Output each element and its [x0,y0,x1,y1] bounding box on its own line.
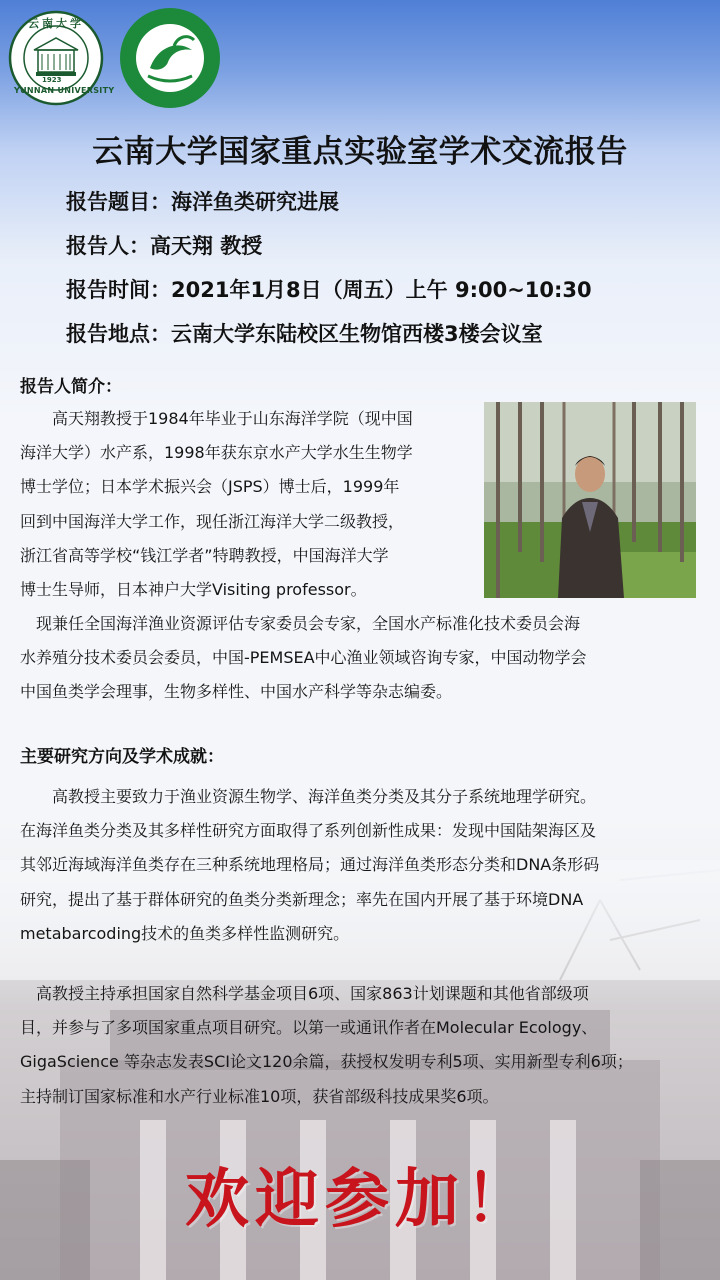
research-p2-line: 主持制订国家标准和水产行业标准10项，获省部级科技成果奖6项。 [20,1086,499,1106]
report-time: 报告时间：2021年1月8日（周五）上午 9:00~10:30 [66,278,592,302]
speaker-photo [484,402,696,598]
yunnan-logo-bottom-text: YUNNAN UNIVERSITY [14,86,115,95]
bio-line: 回到中国海洋大学工作，现任浙江海洋大学二级教授， [20,511,405,531]
bio-line: 高天翔教授于1984年毕业于山东海洋学院（现中国 [20,409,413,428]
research-p2-line: GigaScience 等杂志发表SCI论文120余篇，获授权发明专利5项、实用新型专利6项； [20,1052,633,1072]
page-title: 云南大学国家重点实验室学术交流报告 [92,134,628,170]
research-p1-line: 高教授主要致力于渔业资源生物学、海洋鱼类分类及其分子系统地理学研究。 [20,787,597,806]
research-p2-line: 高教授主持承担国家自然科学基金项目6项、国家863计划课题和其他省部级项 [20,984,589,1003]
report-topic: 报告题目：海洋鱼类研究进展 [66,190,339,214]
research-p1-line: metabarcoding技术的鱼类多样性监测研究。 [20,923,350,943]
report-speaker: 报告人：高天翔 教授 [66,234,263,258]
bio-line: 博士学位；日本学术振兴会（JSPS）博士后，1999年 [20,477,400,497]
yunnan-logo-year: 1923 [42,76,62,84]
report-place: 报告地点：云南大学东陆校区生物馆西楼3楼会议室 [66,322,543,346]
bio-line: 海洋大学）水产系，1998年获东京水产大学水生生物学 [20,443,413,463]
research-p1-line: 研究，提出了基于群体研究的鱼类分类新理念；率先在国内开展了基于环境DNA [20,889,584,909]
research-p1-line: 在海洋鱼类分类及其多样性研究方面取得了系列创新性成果：发现中国陆架海区及 [20,821,597,841]
research-p2-line: 目，并参与了多项国家重点项目研究。以第一或通讯作者在Molecular Ecology、 [20,1018,598,1038]
bio-line: 浙江省高等学校“钱江学者”特聘教授，中国海洋大学 [20,545,389,565]
research-paragraph-1 [20,780,710,951]
welcome-banner: 欢迎参加！ [185,1162,535,1237]
bio-p2-line: 现兼任全国海洋渔业资源评估专家委员会专家，全国水产标准化技术委员会海 [20,614,581,633]
research-paragraph-2 [20,977,710,1114]
bio-paragraph-1 [20,402,480,607]
research-heading: 主要研究方向及学术成就： [20,747,224,767]
bio-p2-line: 水养殖分技术委员会委员，中国-PEMSEA中心渔业领域咨询专家，中国动物学会 [20,648,587,668]
research-p1-line: 其邻近海域海洋鱼类存在三种系统地理格局；通过海洋鱼类形态分类和DNA条形码 [20,855,600,875]
bio-p2-line: 中国鱼类学会理事，生物多样性、中国水产科学等杂志编委。 [20,682,453,702]
lab-logo [118,6,222,110]
yunnan-logo-top-text: 云南大学 [28,17,84,30]
bio-paragraph-2 [20,607,710,710]
bio-heading: 报告人简介： [20,377,122,397]
bio-line: 博士生导师，日本神户大学Visiting professor。 [20,580,367,600]
